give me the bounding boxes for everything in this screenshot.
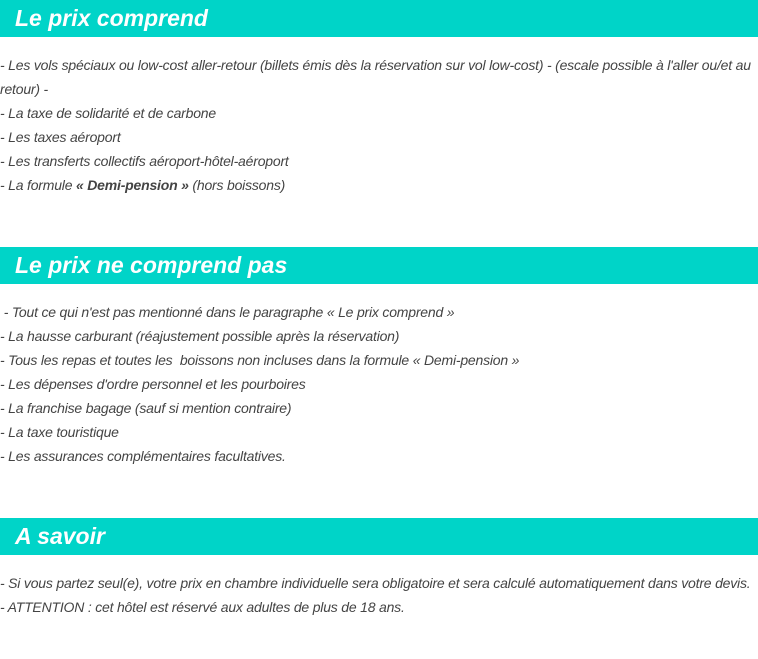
section-header: Le prix comprend [0, 0, 758, 37]
formula-name: « Demi-pension » [76, 177, 189, 193]
list-item: - La taxe touristique [0, 424, 119, 440]
list-item: - Tout ce qui n'est pas mentionné dans le paragraphe « Le prix comprend » [0, 304, 455, 320]
formula-suffix: (hors boissons) [188, 177, 286, 193]
list-item: - Les taxes aéroport [0, 129, 121, 145]
list-item: - Les assurances complémentaires facultatives. [0, 448, 286, 464]
section-body [0, 53, 758, 197]
list-item [0, 173, 758, 197]
list-item: - Tous les repas et toutes les boissons non incluses dans la formule « Demi-pension » [0, 352, 520, 368]
section-body [0, 300, 758, 468]
section-good-to-know [0, 518, 758, 619]
list-item: - Les vols spéciaux ou low-cost aller-retour (billets émis dès la réservation sur vol low-cost) - (escale possible à l'aller ou/et au retour) - [0, 57, 755, 97]
list-item: - Si vous partez seul(e), votre prix en chambre individuelle sera obligatoire et sera calculé automatiquement dans votre devis. [0, 575, 751, 591]
list-item: - Les dépenses d'ordre personnel et les pourboires [0, 376, 306, 392]
section-header: Le prix ne comprend pas [0, 247, 758, 284]
list-item: - ATTENTION : cet hôtel est réservé aux adultes de plus de 18 ans. [0, 599, 405, 615]
list-item: - La hausse carburant (réajustement possible après la réservation) [0, 328, 400, 344]
list-item: - Les transferts collectifs aéroport-hôtel-aéroport [0, 153, 289, 169]
list-item: - La taxe de solidarité et de carbone [0, 105, 216, 121]
list-item: - La franchise bagage (sauf si mention contraire) [0, 400, 292, 416]
section-header: A savoir [0, 518, 758, 555]
formula-prefix: - La formule [0, 177, 76, 193]
section-body [0, 571, 758, 619]
section-included [0, 0, 758, 197]
section-not-included [0, 247, 758, 468]
